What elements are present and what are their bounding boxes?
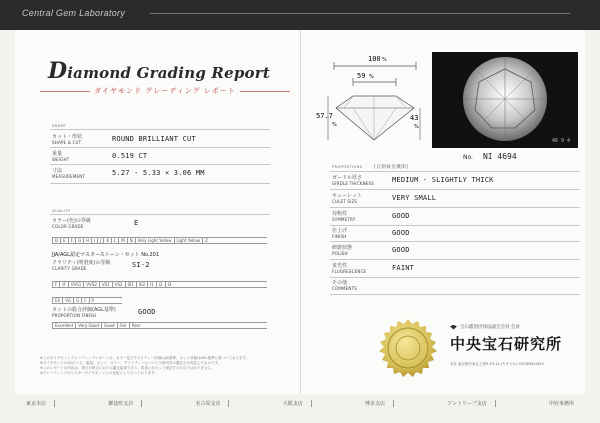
- branch-name: アントワープ支店: [439, 400, 496, 407]
- section-proportions-ja: [自動検査機関]: [374, 165, 409, 170]
- finish-value: GOOD: [392, 229, 410, 237]
- field-color: カラー(色)の等級 COLOR GRADE E: [52, 218, 139, 229]
- culet-value: VERY SMALL: [392, 194, 437, 202]
- color-scale-mark: Very Light Yellow: [135, 238, 174, 243]
- measurement-value: 5.27 - 5.33 × 3.06 MM: [112, 169, 205, 177]
- branch-name: 博多支店: [357, 400, 394, 407]
- cut-scale-mark: P: [89, 298, 96, 303]
- table-label: 59: [357, 72, 366, 80]
- clarity-scale-mark: I3: [165, 282, 174, 287]
- report-subtitle: ダイヤモンド グレーディング レポート: [40, 86, 290, 96]
- field-measurement: 寸法 MEASUREMENT 5.27 - 5.33 × 3.06 MM: [52, 168, 205, 179]
- page-fold: [300, 30, 301, 394]
- color-scale-mark: M: [118, 238, 126, 243]
- svg-text:%: %: [414, 124, 419, 130]
- clarity-scale-mark: IF: [59, 282, 67, 287]
- field-comments: その他 COMMENTS: [332, 280, 357, 291]
- photo-stamp: 46 9 4: [551, 138, 570, 144]
- legal-notes: ※このダイヤモンドグレーディングレポートは、カラー及びクラリティー評価はJJA基準、カット評価はAGL基準に基づいております。 ※ダイヤモンドの4Cのうち、重量、カット、カラー、クラリティーについて当研究所の鑑定士が判定したものです。 ※このレポートの内容は、発行日時点における鑑定結果であり、将来にわたって保証するものではありません。 ※グレーディングはマスターダイヤモンドとの比較により行っております。: [40, 356, 250, 375]
- field-polish: 研磨状態 POLISH GOOD: [332, 245, 410, 256]
- clarity-scale-mark: SI1: [125, 282, 136, 287]
- field-fluorescence: 蛍光性 FLUORESCENCE FAINT: [332, 263, 415, 274]
- clarity-scale-mark: VS1: [99, 282, 112, 287]
- company-block: 宝石鑑別団体協議会会員 会員 中央宝石研究所 本社 東京都台東区上野5-15-14 (ヤギビル) 03(3836)1629: [450, 324, 580, 367]
- symmetry-value: GOOD: [392, 212, 410, 220]
- cut-scale-mark: F: [81, 298, 88, 303]
- color-scale-mark: E: [60, 238, 68, 243]
- color-scale-mark: Z: [202, 238, 210, 243]
- field-culet: キューレット CULET SIZE VERY SMALL: [332, 193, 437, 204]
- clarity-scale-mark: SI2: [136, 282, 147, 287]
- branch-name: 御徒町支店: [100, 400, 142, 407]
- clarity-scale-mark: VVS1: [68, 282, 84, 287]
- report-title: Diamond Grading Report: [48, 58, 270, 84]
- color-scale-mark: F: [68, 238, 75, 243]
- bottom-scale-mark: Poor: [129, 323, 143, 328]
- clarity-scale-mark: I1: [147, 282, 156, 287]
- cut-scale-mark: EX: [52, 298, 62, 303]
- girdle-value: MEDIUM - SLIGHTLY THICK: [392, 176, 494, 184]
- bottom-scale-mark: Very Good: [75, 323, 101, 328]
- bottom-scale-mark: Fair: [117, 323, 129, 328]
- clarity-value: SI-2: [132, 261, 150, 269]
- cut-scale: [52, 297, 122, 304]
- company-logo-icon: [450, 325, 457, 330]
- total-depth-label: 100: [368, 55, 381, 63]
- branch-name: 甲府事務所: [548, 401, 574, 407]
- color-scale-mark: N: [127, 238, 135, 243]
- branch-name: 大阪支店: [275, 400, 312, 407]
- section-shape-label: SHAPE: [52, 124, 67, 128]
- master-stone-note: JJA/AGL認定マスターストーン・セット No.201: [52, 252, 160, 258]
- field-proportion: カットの総合評価(AGL基準) PROPORTION FINISH GOOD: [52, 307, 156, 318]
- diamond-photo: [432, 52, 578, 148]
- weight-value: 0.519 CT: [112, 152, 148, 160]
- cut-scale-mark: VG: [62, 298, 73, 303]
- branch-name: 名古屋支店: [187, 400, 229, 407]
- field-shape: カット・形状 SHAPE & CUT ROUND BRILLIANT CUT: [52, 134, 196, 145]
- proportion-diagram: [316, 48, 428, 148]
- fluorescence-value: FAINT: [392, 264, 415, 272]
- field-weight: 重量 WEIGHT 0.519 CT: [52, 151, 148, 162]
- color-scale-mark: Light Yellow: [174, 238, 203, 243]
- shape-value: ROUND BRILLIANT CUT: [112, 135, 196, 143]
- color-scale-mark: L: [111, 238, 118, 243]
- field-finish: 仕上げ FINISH GOOD: [332, 228, 410, 239]
- lab-name: Central Gem Laboratory: [22, 8, 126, 18]
- proportion-value: GOOD: [138, 308, 156, 316]
- divider: [50, 129, 270, 130]
- color-scale-mark: I: [91, 238, 97, 243]
- color-scale: [52, 237, 267, 244]
- svg-text:%: %: [369, 74, 374, 80]
- company-name: 中央宝石研究所: [450, 335, 563, 353]
- color-value: E: [134, 219, 139, 227]
- company-seal-icon: [378, 318, 438, 378]
- clarity-scale-mark: I2: [156, 282, 165, 287]
- field-symmetry: 対称性 SYMMETRY GOOD: [332, 211, 410, 222]
- svg-text:%: %: [332, 122, 337, 128]
- polish-value: GOOD: [392, 246, 410, 254]
- pavilion-label: 43: [410, 114, 419, 122]
- color-scale-mark: G: [75, 238, 83, 243]
- cut-scale-mark: G: [73, 298, 81, 303]
- top-bar: [0, 0, 600, 30]
- clarity-scale-mark: VS2: [112, 282, 125, 287]
- field-girdle: ガードル厚さ GIRDLE THICKNESS MEDIUM - SLIGHTLY THICK: [332, 175, 494, 186]
- section-proportions-label: PROPORTIONS: [332, 165, 363, 169]
- clarity-scale-mark: VVS2: [83, 282, 99, 287]
- branch-name: 東京本店: [18, 400, 55, 407]
- clarity-scale-mark: F: [52, 282, 59, 287]
- clarity-scale: [52, 281, 267, 288]
- report-number: No. NI 4694: [463, 152, 517, 161]
- color-scale-mark: K: [103, 238, 111, 243]
- cut-grade-scale: [52, 322, 267, 329]
- top-rule: [150, 13, 570, 14]
- field-clarity: クラリティ(明澄度)の等級 CLARITY GRADE SI-2: [52, 260, 150, 271]
- color-scale-mark: J: [97, 238, 103, 243]
- color-scale-mark: H: [83, 238, 91, 243]
- company-address: 本社 東京都台東区上野5-15-14 (ヤギビル) 03(3836)1629: [450, 362, 544, 366]
- svg-text:%: %: [382, 57, 387, 63]
- bottom-scale-mark: Good: [101, 323, 117, 328]
- color-scale-mark: D: [52, 238, 60, 243]
- section-quality-label: QUALITY: [52, 209, 71, 213]
- bottom-scale-mark: Excellent: [52, 323, 75, 328]
- branch-list: [18, 400, 582, 407]
- crown-label: 57.7: [316, 112, 333, 120]
